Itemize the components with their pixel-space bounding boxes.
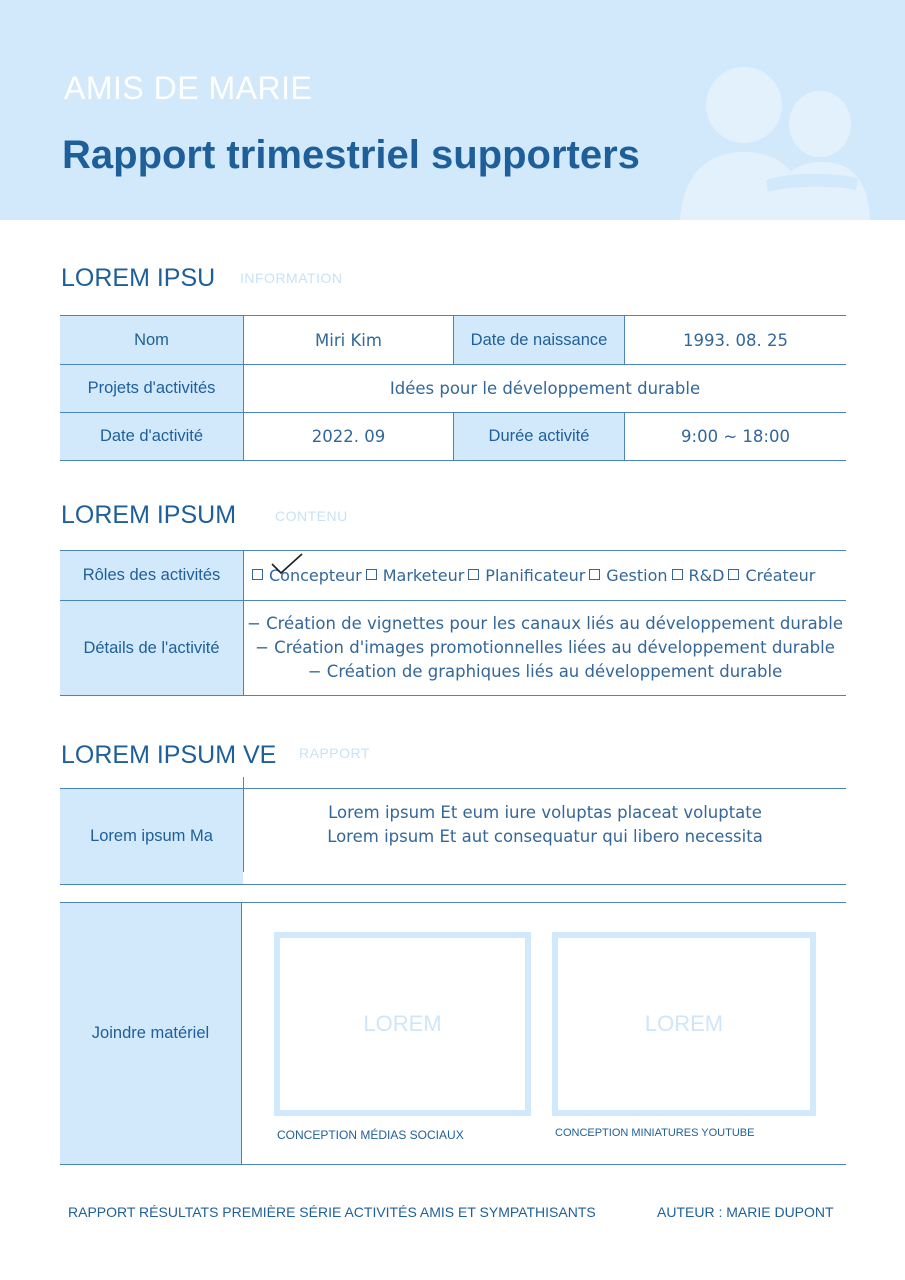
attachment-label: Joindre matériel — [60, 903, 242, 1164]
activity-date-label: Date d'activité — [60, 413, 243, 460]
name-label: Nom — [60, 316, 243, 364]
checkbox-icon[interactable] — [589, 569, 600, 580]
section-content-heading: LOREM IPSUM — [61, 501, 237, 529]
table-row — [60, 551, 846, 601]
checkbox-icon[interactable] — [728, 569, 739, 580]
role-label: Créateur — [745, 566, 816, 585]
role-label: Planificateur — [485, 566, 586, 585]
organization-name: AMIS DE MARIE — [64, 70, 313, 106]
section-information-subtitle: INFORMATION — [240, 270, 343, 286]
summary-line: Lorem ipsum Et aut consequatur qui libero necessita — [327, 826, 763, 846]
project-value: Idées pour le développement durable — [243, 365, 846, 412]
details-line: − Création de vignettes pour les canaux liés au développement durable — [247, 614, 843, 633]
project-label: Projets d'activités — [60, 365, 243, 412]
role-option[interactable] — [672, 566, 725, 585]
checkbox-icon[interactable] — [468, 569, 479, 580]
role-label: Gestion — [606, 566, 668, 585]
section-information-heading: LOREM IPSU — [61, 264, 216, 292]
details-line: − Création de graphiques liés au développement durable — [307, 662, 783, 681]
youtube-caption: CONCEPTION MINIATURES YOUTUBE — [555, 1127, 755, 1139]
checkmark-icon — [270, 552, 304, 576]
table-row — [60, 601, 846, 696]
name-value: Miri Kim — [243, 316, 453, 364]
social-media-image-placeholder: LOREM — [274, 932, 531, 1116]
role-label: Concepteur — [269, 566, 362, 585]
role-option[interactable] — [589, 566, 667, 585]
details-line: − Création d'images promotionnelles liées au développement durable — [255, 638, 835, 657]
details-list — [243, 601, 846, 695]
checkbox-icon[interactable] — [672, 569, 683, 580]
summary-text — [243, 777, 846, 872]
activity-date-value: 2022. 09 — [243, 413, 453, 460]
summary-label: Lorem ipsum Ma — [60, 789, 243, 884]
youtube-thumbnail-placeholder: LOREM — [552, 932, 816, 1116]
roles-checklist — [243, 551, 846, 600]
duration-value: 9:00 ~ 18:00 — [624, 413, 846, 460]
role-option[interactable] — [468, 566, 585, 585]
section-content-subtitle: CONTENU — [275, 508, 348, 524]
section-report-subtitle: RAPPORT — [299, 745, 370, 761]
summary-line: Lorem ipsum Et eum iure voluptas placeat voluptate — [328, 802, 762, 822]
footer-report-title: RAPPORT RÉSULTATS PREMIÈRE SÉRIE ACTIVITÉS AMIS ET SYMPATHISANTS — [68, 1204, 596, 1220]
role-option[interactable] — [366, 566, 465, 585]
birth-date-value: 1993. 08. 25 — [624, 316, 846, 364]
content-table — [60, 550, 846, 696]
header-banner — [0, 0, 905, 220]
role-option[interactable] — [728, 566, 815, 585]
checkbox-icon[interactable] — [366, 569, 377, 580]
roles-label: Rôles des activités — [60, 551, 243, 600]
section-report-heading: LOREM IPSUM VE — [61, 741, 277, 769]
social-media-caption: CONCEPTION MÉDIAS SOCIAUX — [277, 1128, 464, 1142]
table-row — [60, 413, 846, 461]
checkbox-icon[interactable] — [252, 569, 263, 580]
table-row — [60, 789, 846, 885]
role-label: R&D — [688, 566, 725, 585]
page-title: Rapport trimestriel supporters — [62, 133, 640, 177]
role-option[interactable] — [252, 566, 362, 585]
duration-label: Durée activité — [453, 413, 624, 460]
footer-author: AUTEUR : MARIE DUPONT — [657, 1204, 834, 1220]
details-label: Détails de l'activité — [60, 601, 243, 695]
people-illustration-icon — [670, 60, 900, 220]
role-label: Marketeur — [382, 566, 465, 585]
table-row — [60, 316, 846, 365]
table-row — [60, 365, 846, 413]
information-table — [60, 315, 846, 461]
report-summary-table — [60, 788, 846, 885]
birth-date-label: Date de naissance — [453, 316, 624, 364]
